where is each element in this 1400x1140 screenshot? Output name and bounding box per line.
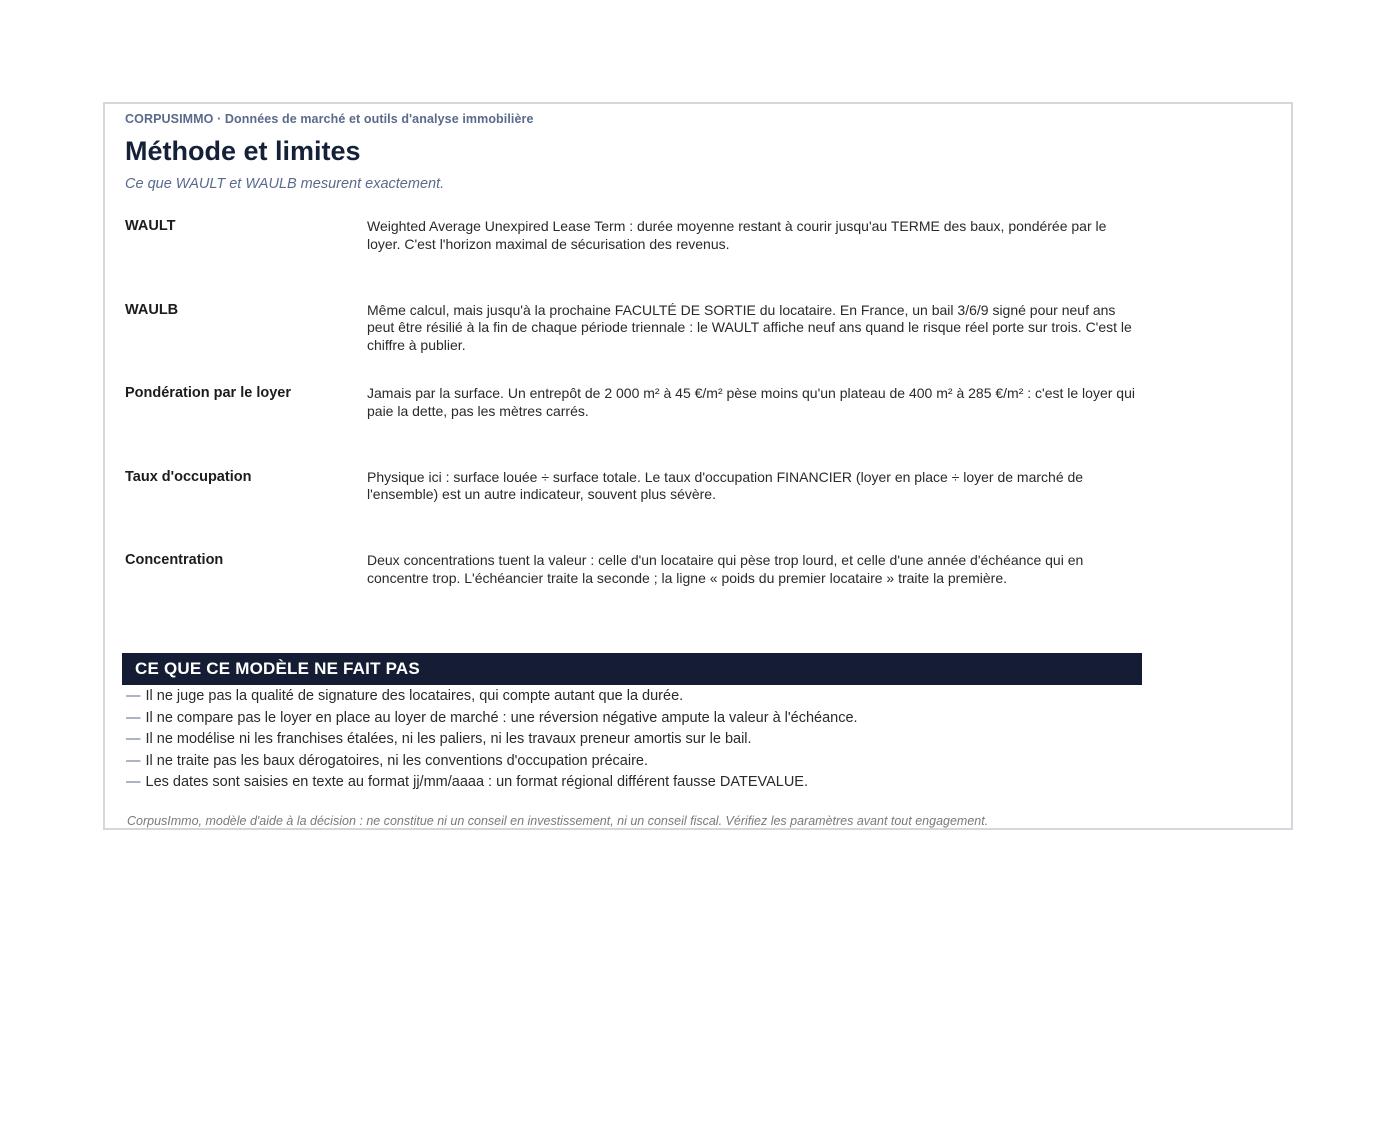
definition-row-concentration <box>125 550 1135 634</box>
definition-row-wault <box>125 216 1135 300</box>
definition-description: Même calcul, mais jusqu'à la prochaine FACULTÉ DE SORTIE du locataire. En France, un bail 3/6/9 signé pour neuf ans peut être résilié à la fin de chaque période triennale : le WAULT affiche neuf ans quand le risque réel porte sur trois. C'est le chiffre à publier. <box>367 301 1132 353</box>
limits-heading-banner: CE QUE CE MODÈLE NE FAIT PAS <box>122 653 1142 685</box>
page-subtitle: Ce que WAULT et WAULB mesurent exactement. <box>125 176 445 192</box>
dash-bullet: — <box>126 731 141 748</box>
brand-line: CORPUSIMMO · Données de marché et outils d'analyse immobilière <box>125 112 534 126</box>
definition-term: WAULT <box>125 218 176 234</box>
limit-text: Il ne compare pas le loyer en place au loyer de marché : une réversion négative ampute la valeur à l'échéance. <box>145 709 858 726</box>
definition-term: WAULB <box>125 301 179 318</box>
definition-description: Physique ici : surface louée ÷ surface totale. Le taux d'occupation FINANCIER (loyer en place ÷ loyer de marché de l'ensemble) est un autre indicateur, souvent plus sévère. <box>367 468 1084 502</box>
limit-text: Il ne modélise ni les franchises étalées, ni les paliers, ni les travaux preneur amortis sur le bail. <box>145 731 752 748</box>
page-title: Méthode et limites <box>125 136 361 166</box>
dash-bullet: — <box>126 774 141 791</box>
limits-list <box>126 686 858 794</box>
list-item <box>126 686 858 708</box>
definition-term: Taux d'occupation <box>125 468 252 485</box>
list-item <box>126 772 858 794</box>
definitions-list <box>125 216 1135 634</box>
disclaimer-footer: CorpusImmo, modèle d'aide à la décision : ne constitue ni un conseil en investissement, ni un conseil fiscal. Vérifiez les paramètres avant tout engagement. <box>127 814 989 828</box>
list-item <box>126 708 858 730</box>
definition-row-waulb <box>125 300 1135 384</box>
dash-bullet: — <box>126 709 141 726</box>
definition-term: Pondération par le loyer <box>125 385 291 401</box>
definition-description: Deux concentrations tuent la valeur : celle d'un locataire qui pèse trop lourd, et celle d'une année d'échéance qui en concentre trop. L'échéancier traite la seconde ; la ligne « poids du premier locataire » traite la première. <box>367 552 1084 586</box>
list-item <box>126 751 858 773</box>
limit-text: Les dates sont saisies en texte au format jj/mm/aaaa : un format régional différent fausse DATEVALUE. <box>145 774 808 791</box>
dash-bullet: — <box>126 688 141 704</box>
definition-description: Weighted Average Unexpired Lease Term : durée moyenne restant à courir jusqu'au TERME des baux, pondérée par le loyer. C'est l'horizon maximal de sécurisation des revenus. <box>367 218 1107 252</box>
limit-text: Il ne traite pas les baux dérogatoires, ni les conventions d'occupation précaire. <box>145 752 649 769</box>
definition-description: Jamais par la surface. Un entrepôt de 2 000 m² à 45 €/m² pèse moins qu'un plateau de 400 m² à 285 €/m² : c'est le loyer qui paie la dette, pas les mètres carrés. <box>367 385 1135 419</box>
definition-term: Concentration <box>125 552 224 568</box>
document-sheet <box>103 102 1293 830</box>
dash-bullet: — <box>126 752 141 769</box>
definition-row-occupation <box>125 467 1135 551</box>
definition-row-ponderation <box>125 383 1135 467</box>
limit-text: Il ne juge pas la qualité de signature des locataires, qui compte autant que la durée. <box>145 688 684 704</box>
list-item <box>126 729 858 751</box>
